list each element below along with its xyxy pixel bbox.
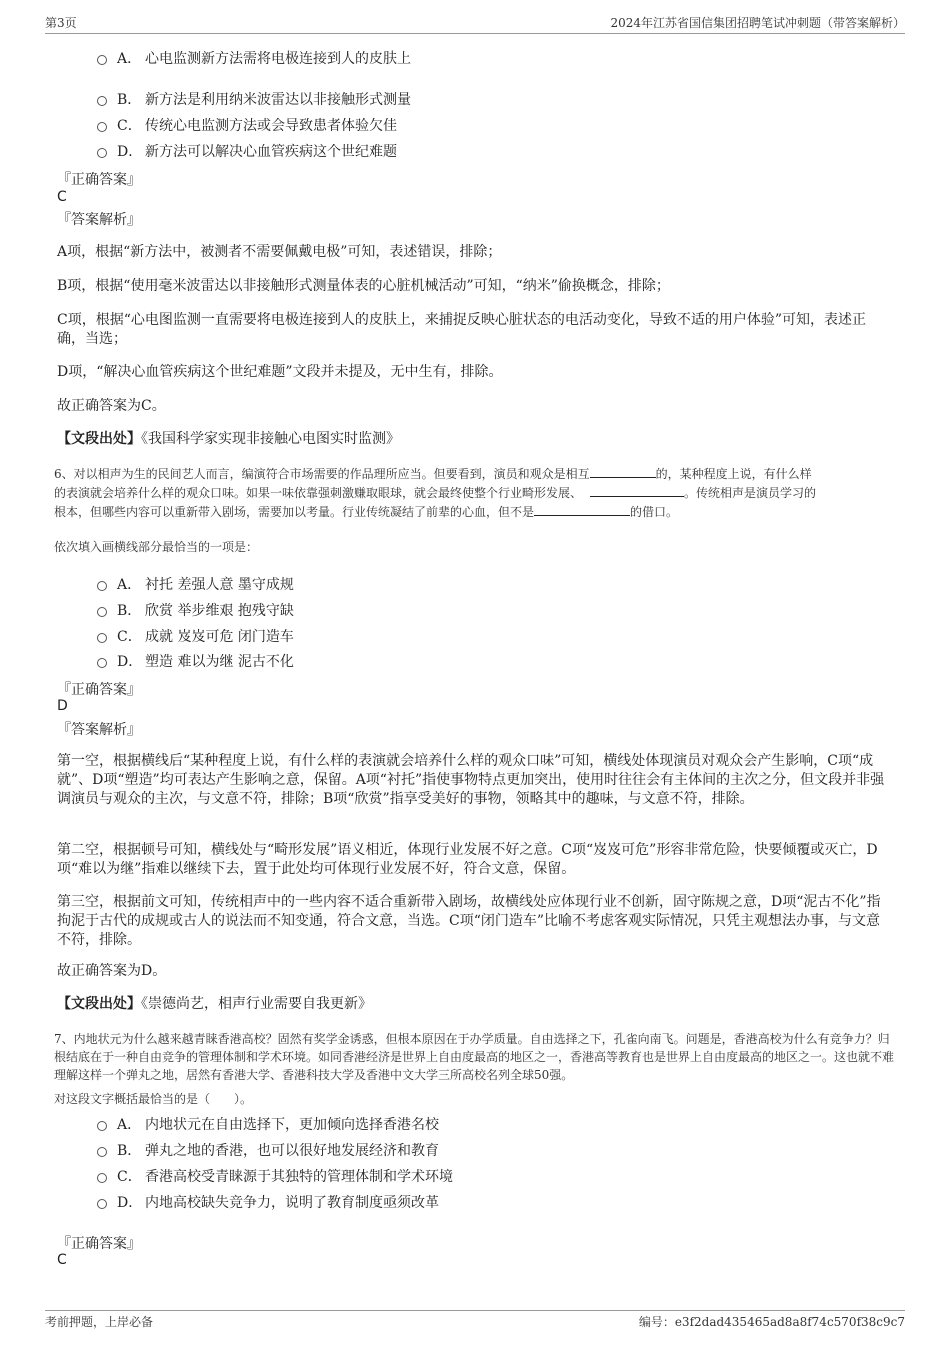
radio-icon[interactable] (97, 148, 107, 158)
q6-analysis-3: 第三空，根据前文可知，传统相声中的一些内容不适合重新带入剧场，故横线处应体现行业不创新，固守陈规之意，D项“泥古不化”指拘泥于古代的成规或古人的说法而不知变通，符合文意，当选。C项“闭门造车”比喻不考虑客观实际情况，只凭主观想法办事，与文意不符，排除。 (57, 894, 881, 948)
option-text: 新方法可以解决心血管疾病这个世纪难题 (145, 144, 397, 160)
source-key: 【文段出处】 (57, 431, 141, 447)
q5-answer: C (57, 189, 67, 205)
footer-slogan: 考前押题，上岸必备 (45, 1315, 154, 1329)
q5-analysis-d: D项，“解决心血管疾病这个世纪难题”文段并未提及，无中生有，排除。 (57, 364, 503, 380)
q7-question-text: 7、内地状元为什么越来越青睐香港高校？固然有奖学金诱惑，但根本原因在于办学质量。自由选择之下，孔雀向南飞。问题是，香港高校为什么有竞争力？归根结底在于一种自由竞争的管理体制和学术环境。如同香港经济是世界上自由度最高的地区之一，香港高等教育也是世界上自由度最高的地区之一。这也就不难理解这样一个弹丸之地，居然有香港大学、香港科技大学及香港中文大学三所高校名列全球50强。 (54, 1032, 895, 1082)
source-key: 【文段出处】 (57, 996, 141, 1012)
radio-icon[interactable] (97, 1199, 107, 1209)
q7-answer: C (57, 1252, 67, 1268)
document-id: 编号：e3f2dad435465ad8a8f74c570f38c9c7 (638, 1315, 905, 1329)
option-text: 欣赏 举步维艰 抱残守缺 (145, 603, 294, 619)
q5-option-d[interactable]: D． 新方法可以解决心血管疾病这个世纪难题 (97, 141, 397, 161)
q5-option-b[interactable]: B． 新方法是利用纳米波雷达以非接触形式测量 (97, 89, 411, 109)
q5-answer-label: 『正确答案』 (57, 172, 141, 188)
radio-icon[interactable] (97, 1147, 107, 1157)
header-divider (45, 33, 905, 34)
q6-option-a[interactable]: A． 衬托 差强人意 墨守成规 (97, 574, 294, 594)
blank-3 (534, 502, 630, 516)
q6-source (57, 995, 887, 1014)
radio-icon[interactable] (97, 658, 107, 668)
radio-icon[interactable] (97, 581, 107, 591)
q6-question-text: 6、对以相声为生的民间艺人而言，编演符合市场需要的作品理所应当。但要看到，演员和观众是相互 的，某种程度上说，有什么样 的表演就会培养什么样的观众口味。如果一味依靠强刺激赚取眼球，就会最终使整个行业畸形发展、 。传统相声是演员学习的 根本，但哪些内容可以重新带入剧场，需要加以考量。行业传统凝结了前辈的心血，但不是 的借口。 (54, 464, 896, 521)
q7-option-a[interactable]: A． 内地状元在自由选择下，更加倾向选择香港名校 (97, 1114, 439, 1134)
radio-icon[interactable] (97, 1121, 107, 1131)
option-text: 内地状元在自由选择下，更加倾向选择香港名校 (145, 1117, 439, 1133)
q6-option-b[interactable]: B． 欣赏 举步维艰 抱残守缺 (97, 600, 294, 620)
radio-icon[interactable] (97, 55, 107, 65)
q7-option-b[interactable]: B． 弹丸之地的香港，也可以很好地发展经济和教育 (97, 1140, 439, 1160)
radio-icon[interactable] (97, 1173, 107, 1183)
option-text: 香港高校受青睐源于其独特的管理体制和学术环境 (145, 1169, 453, 1185)
source-title: 《崇德尚艺，相声行业需要自我更新》 (141, 996, 372, 1012)
q5-option-a[interactable]: A． 心电监测新方法需将电极连接到人的皮肤上 (97, 48, 411, 68)
blank-1 (590, 464, 656, 478)
option-text: 衬托 差强人意 墨守成规 (145, 577, 294, 593)
page-number: 第3页 (45, 16, 77, 30)
q7-prompt: 对这段文字概括最恰当的是（ ）。 (54, 1092, 253, 1106)
q6-analysis-2: 第二空，根据顿号可知，横线处与“畸形发展”语义相近，体现行业发展不好之意。C项“岌岌可危”形容非常危险，快要倾覆或灭亡，D项“难以为继”指难以继续下去，置于此处均可体现行业发展不好，符合文意，保留。 (57, 842, 878, 877)
q5-analysis-label: 『答案解析』 (57, 212, 141, 228)
radio-icon[interactable] (97, 122, 107, 132)
q6-option-d[interactable]: D． 塑造 难以为继 泥古不化 (97, 651, 294, 671)
radio-icon[interactable] (97, 96, 107, 106)
blank-2 (590, 483, 684, 497)
q6-answer: D (57, 698, 68, 714)
q6-answer-label: 『正确答案』 (57, 682, 141, 698)
q7-option-d[interactable]: D． 内地高校缺失竞争力，说明了教育制度亟须改革 (97, 1192, 439, 1212)
q7-answer-label: 『正确答案』 (57, 1236, 141, 1252)
option-text: 成就 岌岌可危 闭门造车 (145, 629, 294, 645)
option-text: 传统心电监测方法或会导致患者体验欠佳 (145, 118, 397, 134)
option-text: 内地高校缺失竞争力，说明了教育制度亟须改革 (145, 1195, 439, 1211)
option-text: 塑造 难以为继 泥古不化 (145, 654, 294, 670)
q5-option-c[interactable]: C． 传统心电监测方法或会导致患者体验欠佳 (97, 115, 397, 135)
q5-source (57, 430, 887, 449)
source-title: 《我国科学家实现非接触心电图实时监测》 (141, 431, 400, 447)
q5-analysis-a: A项，根据“新方法中，被测者不需要佩戴电极”可知，表述错误，排除； (57, 244, 502, 260)
option-text: 弹丸之地的香港，也可以很好地发展经济和教育 (145, 1143, 439, 1159)
q6-analysis-label: 『答案解析』 (57, 722, 141, 738)
radio-icon[interactable] (97, 633, 107, 643)
radio-icon[interactable] (97, 607, 107, 617)
q5-conclusion: 故正确答案为C。 (57, 398, 166, 414)
q6-prompt: 依次填入画横线部分最恰当的一项是： (54, 540, 259, 554)
q5-analysis-c: C项，根据“心电图监测一直需要将电极连接到人的皮肤上，来捕捉反映心脏状态的电活动变化，导致不适的用户体验”可知，表述正确，当选； (57, 312, 867, 347)
q6-conclusion: 故正确答案为D。 (57, 963, 167, 979)
option-text: 新方法是利用纳米波雷达以非接触形式测量 (145, 92, 411, 108)
footer-divider (45, 1310, 905, 1311)
q7-option-c[interactable]: C． 香港高校受青睐源于其独特的管理体制和学术环境 (97, 1166, 453, 1186)
q6-analysis-1: 第一空，根据横线后“某种程度上说，有什么样的表演就会培养什么样的观众口味”可知，横线处体现演员对观众会产生影响，C项“成就”、D项“塑造”均可表达产生影响之意，保留。A项“衬托”指使事物特点更加突出，使用时往往会有主体间的主次之分，但文段并非强调演员与观众的主次，与文意不符，排除；B项“欣赏”指享受美好的事物，领略其中的趣味，与文意不符，排除。 (57, 753, 885, 807)
q5-analysis-b: B项，根据“使用毫米波雷达以非接触形式测量体表的心脏机械活动”可知，“纳米”偷换概念，排除； (57, 278, 670, 294)
q6-option-c[interactable]: C． 成就 岌岌可危 闭门造车 (97, 626, 294, 646)
document-title: 2024年江苏省国信集团招聘笔试冲刺题（带答案解析） (610, 16, 905, 30)
option-text: 心电监测新方法需将电极连接到人的皮肤上 (145, 51, 411, 67)
